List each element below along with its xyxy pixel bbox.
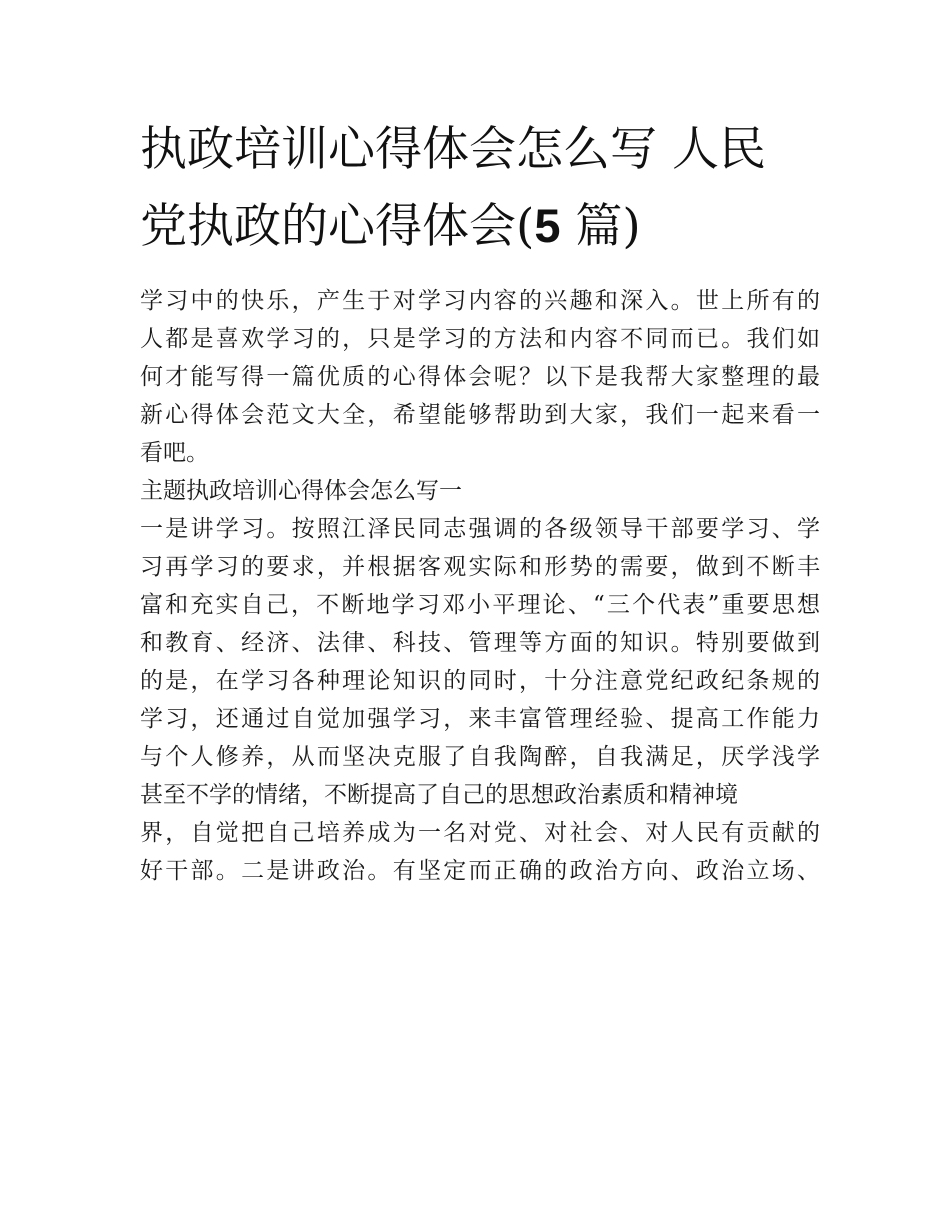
title-line-2-number: 5 bbox=[534, 199, 561, 252]
section-line: 和教育、经济、法律、科技、管理等方面的知识。特别要做到 bbox=[140, 630, 820, 656]
section-line: 习再学习的要求，并根据客观实际和形势的需要，做到不断丰 bbox=[140, 554, 820, 580]
section-line: 学习，还通过自觉加强学习，来丰富管理经验、提高工作能力 bbox=[140, 706, 820, 732]
intro-line: 何才能写得一篇优质的心得体会呢？以下是我帮大家整理的最 bbox=[140, 364, 820, 390]
section-line: 的是，在学习各种理论知识的同时，十分注意党纪政纪条规的 bbox=[140, 668, 820, 694]
section-heading: 主题执政培训心得体会怎么写一 bbox=[140, 478, 462, 504]
section-line: 界，自觉把自己培养成为一名对党、对社会、对人民有贡献的 bbox=[140, 820, 820, 846]
intro-line: 人都是喜欢学习的，只是学习的方法和内容不同而已。我们如 bbox=[140, 326, 820, 352]
title-line-1: 执政培训心得体会怎么写 人民 bbox=[140, 122, 766, 177]
section-line: 与个人修养，从而坚决克服了自我陶醉，自我满足，厌学浅学 bbox=[140, 744, 820, 770]
section-line: 甚至不学的情绪，不断提高了自己的思想政治素质和精神境 bbox=[140, 782, 738, 808]
document-title bbox=[140, 112, 820, 265]
section-line: 一是讲学习。按照江泽民同志强调的各级领导干部要学习、学 bbox=[140, 516, 820, 542]
intro-line: 新心得体会范文大全，希望能够帮助到大家，我们一起来看一 bbox=[140, 402, 820, 428]
intro-line: 学习中的快乐，产生于对学习内容的兴趣和深入。世上所有的 bbox=[140, 288, 820, 314]
document-body bbox=[140, 282, 820, 890]
intro-line: 看吧。 bbox=[140, 440, 209, 466]
section-line: 富和充实自己，不断地学习邓小平理论、“三个代表”重要思想 bbox=[140, 592, 820, 618]
title-line-2-b: 篇) bbox=[560, 199, 641, 254]
section-line: 好干部。二是讲政治。有坚定而正确的政治方向、政治立场、 bbox=[140, 858, 820, 884]
title-line-2-a: 党执政的心得体会( bbox=[140, 199, 535, 254]
